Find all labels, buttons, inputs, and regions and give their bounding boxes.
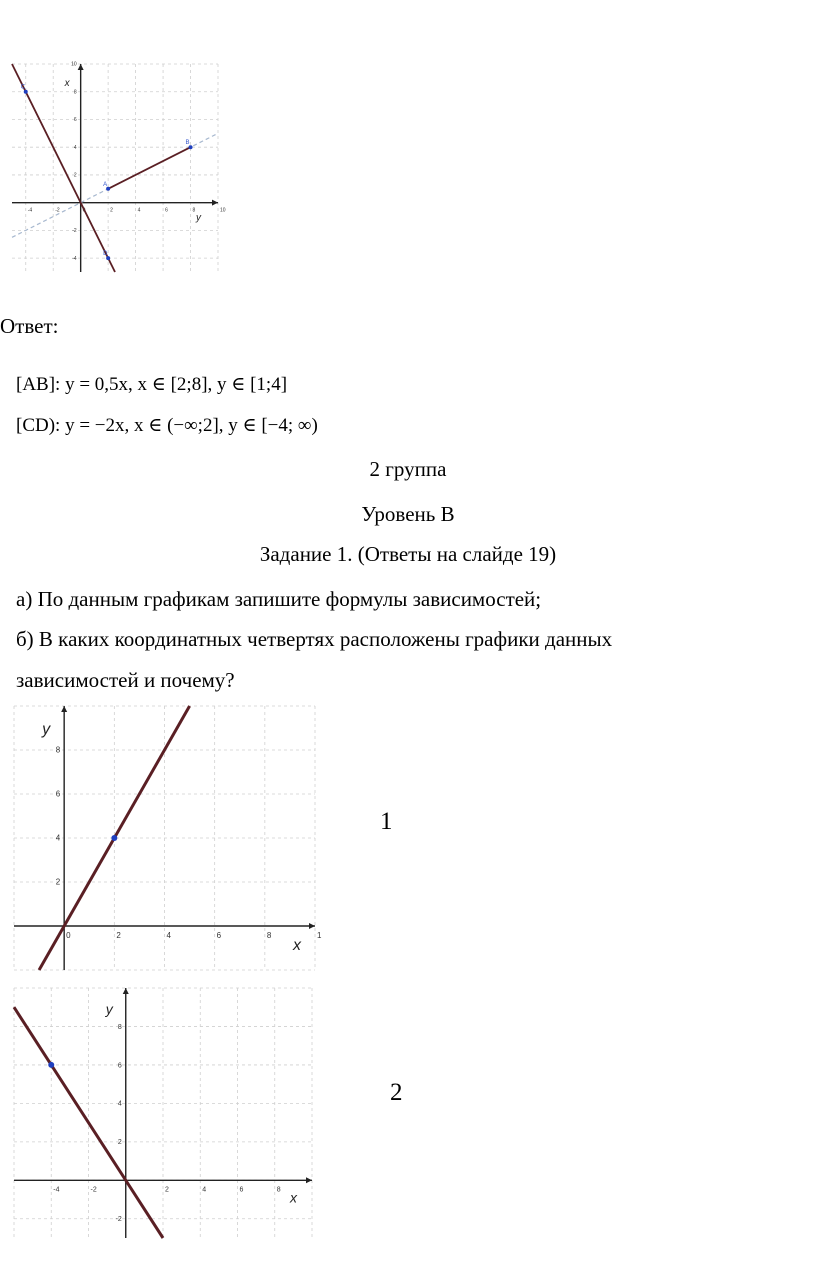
x-tick-label: 8: [192, 207, 196, 214]
y-tick-label: -2: [72, 228, 77, 235]
x-tick-label: -4: [27, 207, 33, 214]
answer-graph: [0, 54, 225, 278]
y-tick-label: 6: [117, 1062, 122, 1070]
x-tick-label: 8: [276, 1186, 281, 1194]
x-tick-label: 4: [137, 207, 141, 214]
y-tick-label: 6: [73, 117, 77, 124]
point-label-b: B: [185, 140, 190, 147]
graph-line: [108, 147, 190, 189]
point-label-d: D: [103, 251, 108, 258]
x-tick-label: -2: [90, 1186, 97, 1194]
x-tick-label: 6: [165, 207, 168, 214]
x-axis-arrow: [309, 923, 315, 929]
data-point: [48, 1062, 54, 1068]
x-tick-label: -2: [55, 207, 60, 214]
y-tick-label: 2: [117, 1139, 122, 1147]
y-tick-label: 8: [117, 1023, 122, 1031]
y-tick-label: 4: [73, 144, 77, 151]
x-tick-label: 2: [165, 1186, 169, 1194]
x-tick-label: 4: [202, 1186, 207, 1194]
y-tick-label: -2: [115, 1216, 122, 1224]
x-tick-label: 0: [66, 931, 71, 940]
x-axis-arrow: [306, 1177, 312, 1183]
point-label-c: C: [20, 84, 26, 91]
y-tick-label: 8: [73, 89, 77, 96]
graph-line: [12, 61, 115, 272]
x-tick-label: 1: [317, 931, 322, 940]
x-axis-arrow: [212, 200, 218, 206]
y-axis-label: y: [42, 721, 51, 738]
x-tick-label: 2: [116, 931, 121, 940]
x-tick-label: 2: [110, 207, 113, 214]
y-tick-label: 2: [55, 877, 61, 887]
x-tick-label: 10: [220, 207, 226, 214]
task-b-line2: зависимостей и почему?: [16, 668, 235, 692]
x-tick-label: -4: [53, 1186, 60, 1194]
y-axis-label: x: [64, 78, 70, 89]
level-title: Уровень В: [361, 502, 455, 526]
task-b-line1: б) В каких координатных четвертях расположены графики данных: [16, 627, 613, 651]
formula-cd-text: [CD): y = −2x, x ∈ (−∞;2], y ∈ [−4; ∞): [16, 415, 318, 436]
task-title: Задание 1. (Ответы на слайде 19): [259, 542, 557, 566]
graph-1: [10, 702, 320, 972]
y-tick-label: 10: [71, 61, 77, 68]
x-tick-label: 8: [266, 931, 272, 940]
graph-line: [14, 1007, 163, 1238]
answer-label: Ответ:: [0, 314, 59, 338]
y-tick-label: 6: [55, 789, 61, 799]
y-axis-arrow: [61, 706, 67, 712]
graph-number-2: 2: [390, 1079, 403, 1106]
y-tick-label: 2: [73, 172, 77, 179]
point-label-a: A: [103, 181, 108, 188]
y-axis-arrow: [78, 64, 84, 70]
graph-number-1: 1: [380, 808, 393, 835]
y-tick-label: -4: [72, 255, 77, 262]
x-axis-label: x: [290, 1189, 297, 1206]
formula-cd: [16, 414, 318, 437]
x-tick-label: 4: [166, 931, 171, 940]
graph-2: [10, 984, 315, 1240]
y-axis-arrow: [123, 988, 129, 994]
y-tick-label: 8: [55, 745, 61, 755]
x-tick-label: 6: [216, 931, 222, 940]
y-axis-label: y: [105, 1001, 113, 1017]
group-title: 2 группа: [369, 457, 447, 481]
x-axis-label: y: [196, 212, 201, 224]
y-tick-label: 4: [55, 833, 61, 843]
x-axis-label: x: [293, 937, 301, 954]
task-a: а) По данным графикам запишите формулы зависимостей;: [16, 587, 542, 611]
formula-ab-text: [AB]: y = 0,5x, x ∈ [2;8], y ∈ [1;4]: [16, 374, 288, 395]
x-tick-label: 6: [239, 1186, 244, 1194]
formula-ab: [16, 373, 287, 396]
data-point: [111, 835, 117, 841]
y-tick-label: 4: [117, 1100, 122, 1108]
